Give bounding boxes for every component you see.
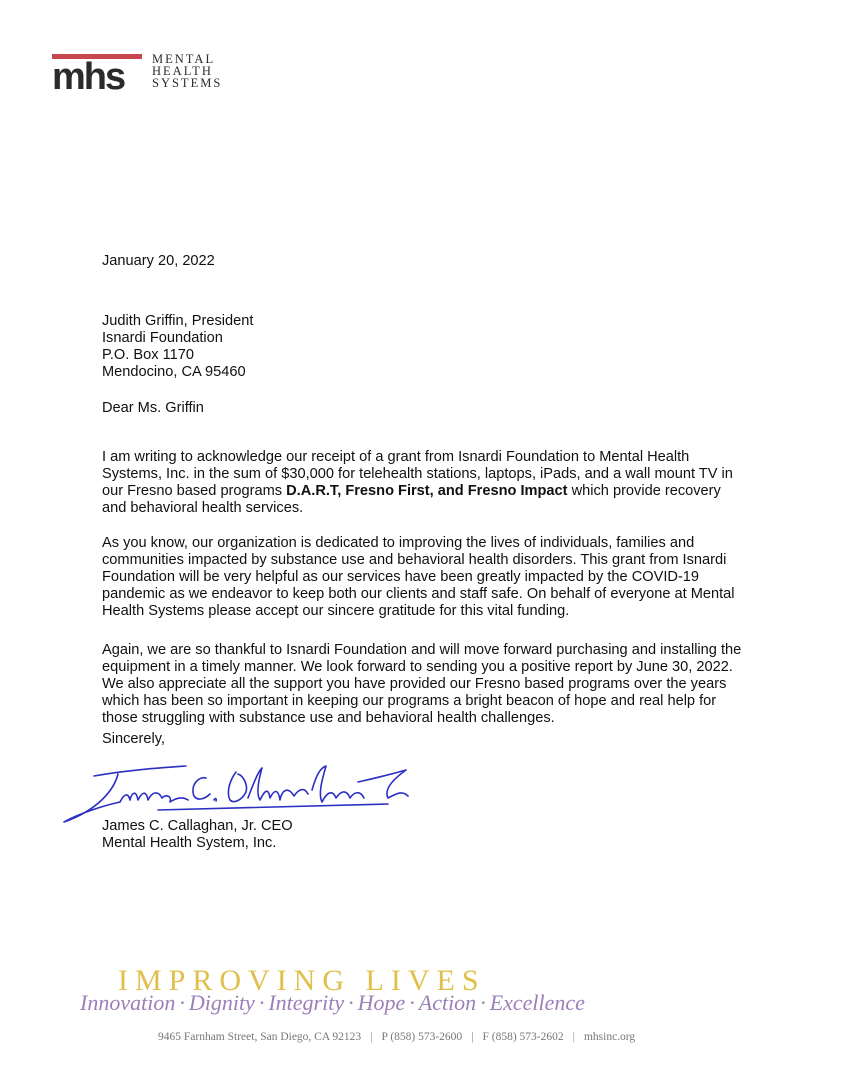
- value-separator: ·: [179, 990, 185, 1015]
- footer-tagline: IMPROVING LIVES: [118, 964, 486, 997]
- recipient-line: Isnardi Foundation: [102, 330, 223, 346]
- value-separator: ·: [480, 990, 486, 1015]
- signer-block: [102, 818, 742, 852]
- paragraph-text: I am writing to acknowledge our receipt of a grant from Isnardi Foundation to Mental Health Systems, Inc. in the sum of $30,000 for telehealth stations, laptops, iPads, and a wall mount TV in our Fresno based programs: [102, 448, 733, 499]
- body-paragraph-2: As you know, our organization is dedicated to improving the lives of individuals, families and communities impacted by substance use and behavioral health disorders. This grant from Isnardi Foundation will be very helpful as our services have been greatly impacted by the COVID-19 pandemic as we endeavor to keep both our clients and staff safe. On behalf of everyone at Mental Health Systems please accept our sincere gratitude for this vital funding.: [102, 534, 735, 619]
- footer-website: mhsinc.org: [583, 1031, 636, 1043]
- value-word: Innovation: [80, 990, 176, 1015]
- value-separator: ·: [348, 990, 354, 1015]
- body-paragraph-1: [102, 449, 742, 517]
- logo-word: MENTAL: [152, 52, 216, 66]
- value-word: Dignity: [188, 990, 255, 1015]
- value-word: Integrity: [268, 990, 345, 1015]
- logo-wordmark: [152, 53, 222, 89]
- footer-divider: |: [572, 1031, 575, 1043]
- footer-divider: |: [471, 1031, 474, 1043]
- value-word: Action: [418, 990, 477, 1015]
- recipient-line: Mendocino, CA 95460: [102, 364, 246, 380]
- value-word: Excellence: [489, 990, 585, 1015]
- footer-contact: [158, 1030, 635, 1044]
- value-word: Hope: [357, 990, 406, 1015]
- footer-fax: F (858) 573-2602: [482, 1031, 564, 1043]
- program-names: D.A.R.T, Fresno First, and Fresno Impact: [286, 482, 568, 499]
- logo-word: HEALTH: [152, 64, 213, 78]
- recipient-line: Judith Griffin, President: [102, 313, 254, 329]
- value-separator: ·: [409, 990, 415, 1015]
- footer-values: [80, 990, 585, 1016]
- footer-phone: P (858) 573-2600: [381, 1031, 463, 1043]
- recipient-line: P.O. Box 1170: [102, 347, 194, 363]
- logo-mark: mhs: [52, 56, 125, 98]
- recipient-address: [102, 313, 742, 381]
- company-logo: [52, 54, 252, 98]
- value-separator: ·: [258, 990, 265, 1015]
- signer-organization: Mental Health System, Inc.: [102, 835, 277, 851]
- signer-name: James C. Callaghan, Jr. CEO: [102, 818, 293, 834]
- footer-address: 9465 Farnham Street, San Diego, CA 92123: [158, 1031, 362, 1043]
- body-paragraph-3: Again, we are so thankful to Isnardi Foundation and will move forward purchasing and installing the equipment in a timely manner. We look forward to sending you a positive report by June 30, 2022. We also appreciate all the support you have provided our Fresno based programs over the years which has been so important in keeping our programs a bright beacon of hope and real help for those struggling with substance use and behavioral health challenges.: [102, 641, 742, 726]
- footer-divider: |: [370, 1031, 373, 1043]
- logo-word: SYSTEMS: [152, 76, 223, 90]
- paragraph-text: which provide recovery and behavioral health services.: [102, 482, 721, 516]
- salutation: Dear Ms. Griffin: [102, 400, 204, 416]
- closing: Sincerely,: [102, 731, 165, 747]
- letter-date: January 20, 2022: [102, 253, 215, 269]
